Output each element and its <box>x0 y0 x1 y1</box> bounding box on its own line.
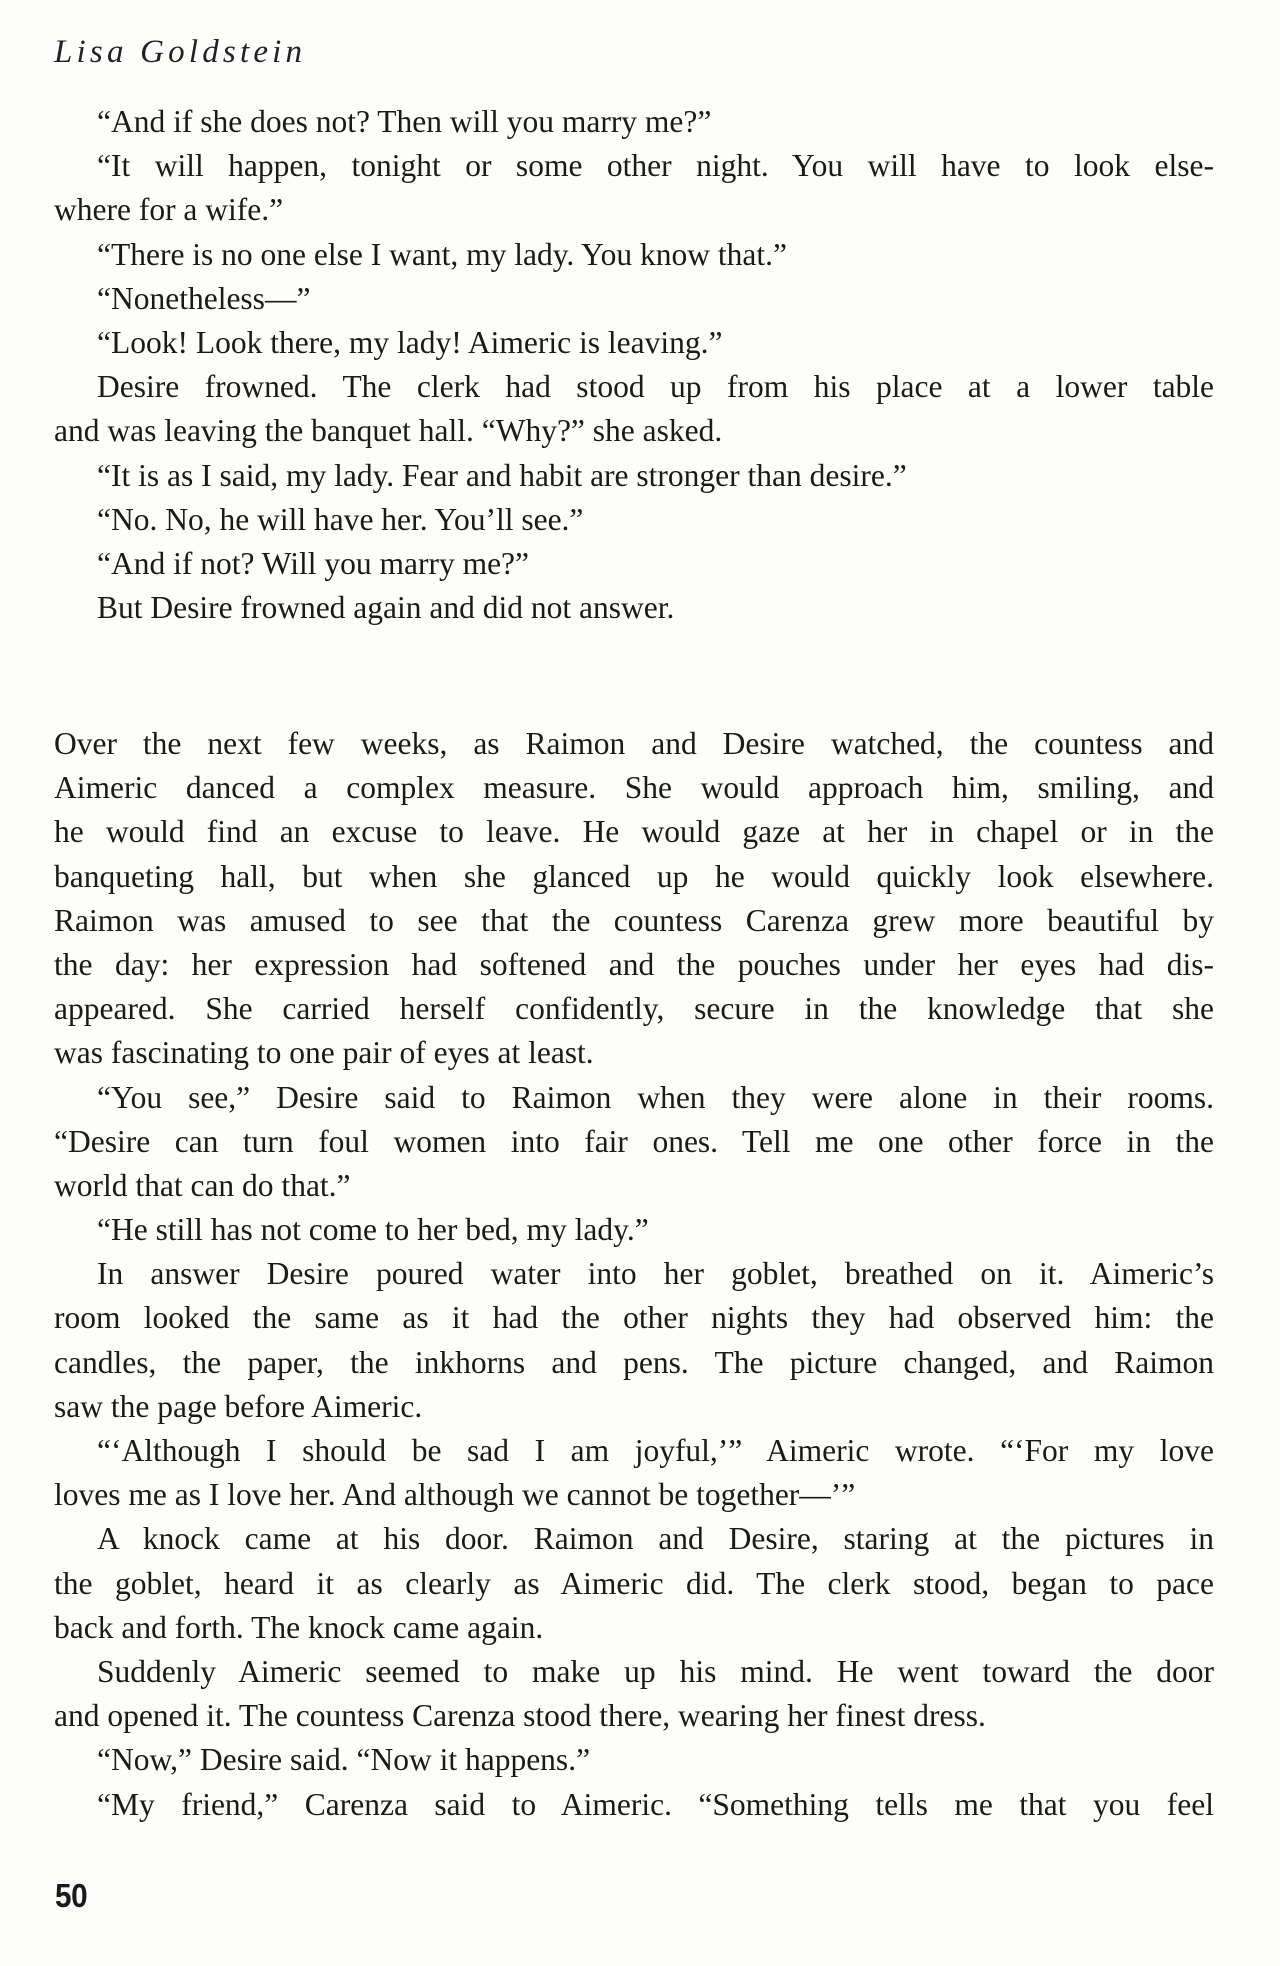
text-line: “You see,” Desire said to Raimon when they were alone in their rooms. <box>97 1079 1215 1115</box>
text-line: the goblet, heard it as clearly as Aimeric did. The clerk stood, began to pace <box>54 1565 1214 1601</box>
text-line: Over the next few weeks, as Raimon and Desire watched, the countess and <box>54 726 1215 761</box>
text-line: “He still has not come to her bed, my lady.” <box>97 1212 649 1248</box>
text-section-2 <box>54 722 1214 1827</box>
text-line: Desire frowned. The clerk had stood up from his place at a lower table <box>97 369 1215 405</box>
text-line: the day: her expression had softened and the pouches under her eyes had dis- <box>54 946 1214 982</box>
text-line: saw the page before Aimeric. <box>54 1388 423 1424</box>
text-line: candles, the paper, the inkhorns and pens. The picture changed, and Raimon <box>54 1344 1215 1380</box>
page-number: 50 <box>55 1877 88 1914</box>
running-head-author: Lisa Goldstein <box>54 34 307 70</box>
text-line: “Now,” Desire said. “Now it happens.” <box>97 1742 591 1778</box>
text-line: room looked the same as it had the other nights they had observed him: the <box>54 1300 1214 1336</box>
text-line: “Desire can turn foul women into fair ones. Tell me one other force in the <box>54 1123 1214 1159</box>
text-line: “My friend,” Carenza said to Aimeric. “Something tells me that you feel <box>97 1786 1214 1822</box>
text-line: “No. No, he will have her. You’ll see.” <box>97 501 584 537</box>
text-line: “It is as I said, my lady. Fear and habit are stronger than desire.” <box>97 457 907 493</box>
text-line: and opened it. The countess Carenza stood there, wearing her finest dress. <box>54 1698 986 1734</box>
text-line: banqueting hall, but when she glanced up he would quickly look elsewhere. <box>54 858 1214 894</box>
text-line: and was leaving the banquet hall. “Why?” she asked. <box>54 413 723 449</box>
text-line: back and forth. The knock came again. <box>54 1609 544 1645</box>
text-line: “It will happen, tonight or some other night. You will have to look else- <box>97 148 1214 184</box>
text-line: Aimeric danced a complex measure. She would approach him, smiling, and <box>54 770 1214 806</box>
text-line: loves me as I love her. And although we cannot be together—’” <box>54 1477 856 1513</box>
text-line: appeared. She carried herself confidently, secure in the knowledge that she <box>54 991 1215 1027</box>
text-line: he would find an excuse to leave. He would gaze at her in chapel or in the <box>54 814 1215 850</box>
text-line: “And if she does not? Then will you marry me?” <box>97 104 712 139</box>
text-line: Suddenly Aimeric seemed to make up his mind. He went toward the door <box>97 1653 1215 1689</box>
text-line: But Desire frowned again and did not answer. <box>97 590 675 626</box>
text-line: where for a wife.” <box>54 192 284 228</box>
text-line: In answer Desire poured water into her goblet, breathed on it. Aimeric’s <box>97 1256 1214 1292</box>
text-line: world that can do that.” <box>54 1167 351 1203</box>
text-line: was fascinating to one pair of eyes at least. <box>54 1035 594 1071</box>
text-line: “Look! Look there, my lady! Aimeric is leaving.” <box>97 324 723 360</box>
text-section-1 <box>54 100 1214 630</box>
text-line: “Nonetheless—” <box>97 280 311 316</box>
text-line: A knock came at his door. Raimon and Desire, staring at the pictures in <box>97 1521 1215 1557</box>
text-line: “‘Although I should be sad I am joyful,’” Aimeric wrote. “‘For my love <box>97 1433 1214 1468</box>
text-line: “And if not? Will you marry me?” <box>97 545 530 581</box>
text-line: “There is no one else I want, my lady. You know that.” <box>97 236 787 272</box>
text-line: Raimon was amused to see that the countess Carenza grew more beautiful by <box>54 902 1215 938</box>
